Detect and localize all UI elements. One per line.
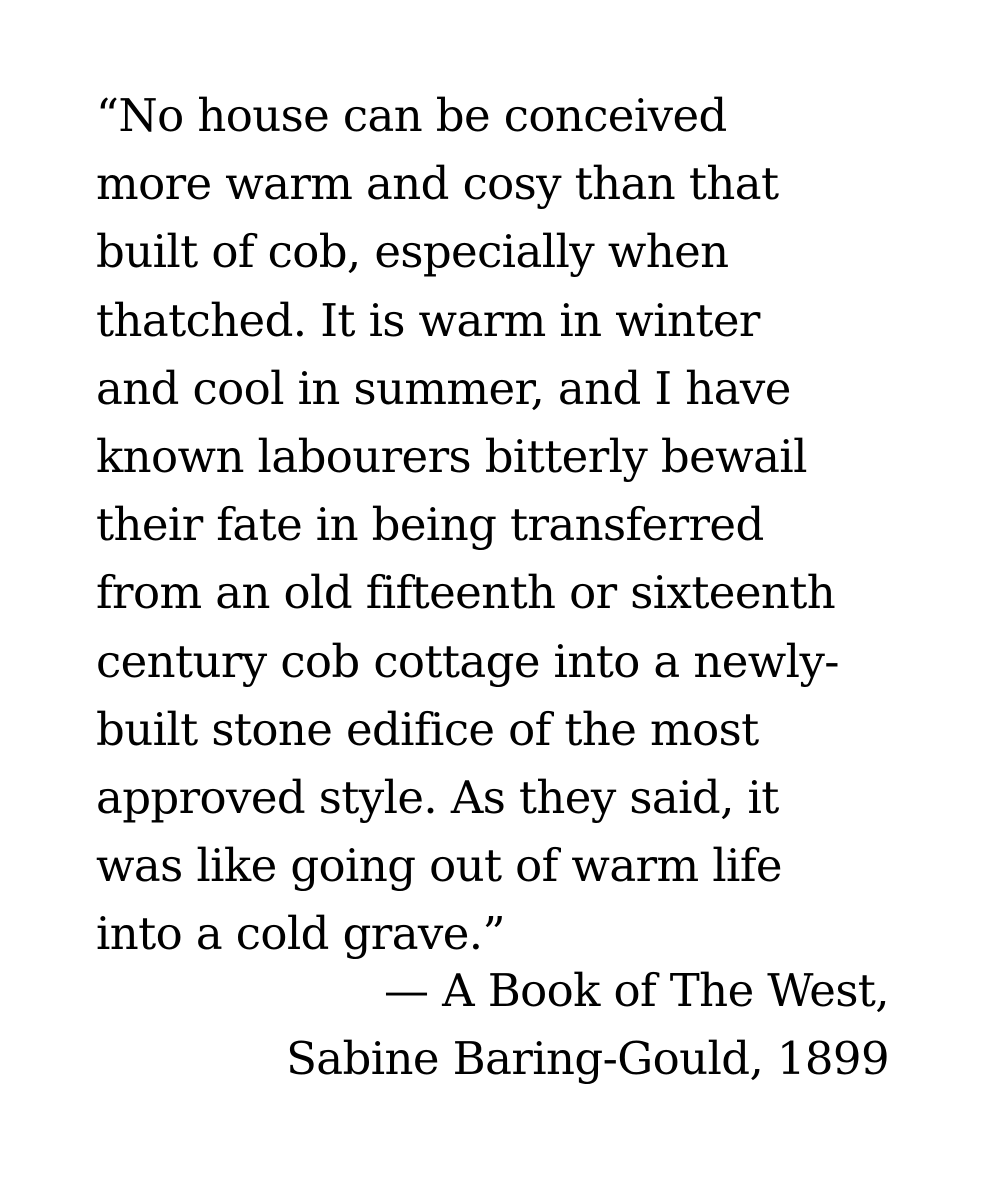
quote-line: approved style. As they said, it (96, 771, 779, 825)
quote-line: and cool in summer, and I have (96, 361, 791, 415)
quote-text (96, 82, 956, 969)
quote-line: from an old fifteenth or sixteenth (96, 566, 836, 620)
attribution-author: Sabine Baring-Gould, 1899 (286, 1032, 889, 1085)
quote-line: into a cold grave.” (96, 907, 505, 961)
quote-line: century cob cottage into a newly- (96, 634, 839, 688)
quote-line: built stone edifice of the most (96, 702, 759, 756)
quote-line: thatched. It is warm in winter (96, 293, 760, 347)
attribution-source: — A Book of The West, (383, 964, 889, 1017)
quote-line: their fate in being transferred (96, 498, 764, 552)
quote-line: built of cob, especially when (96, 225, 729, 279)
quote-line: more warm and cosy than that (96, 157, 779, 211)
attribution (286, 957, 889, 1093)
quote-line: known labourers bitterly bewail (96, 430, 807, 484)
quote-line: “No house can be conceived (96, 89, 727, 142)
quote-line: was like going out of warm life (96, 839, 782, 893)
